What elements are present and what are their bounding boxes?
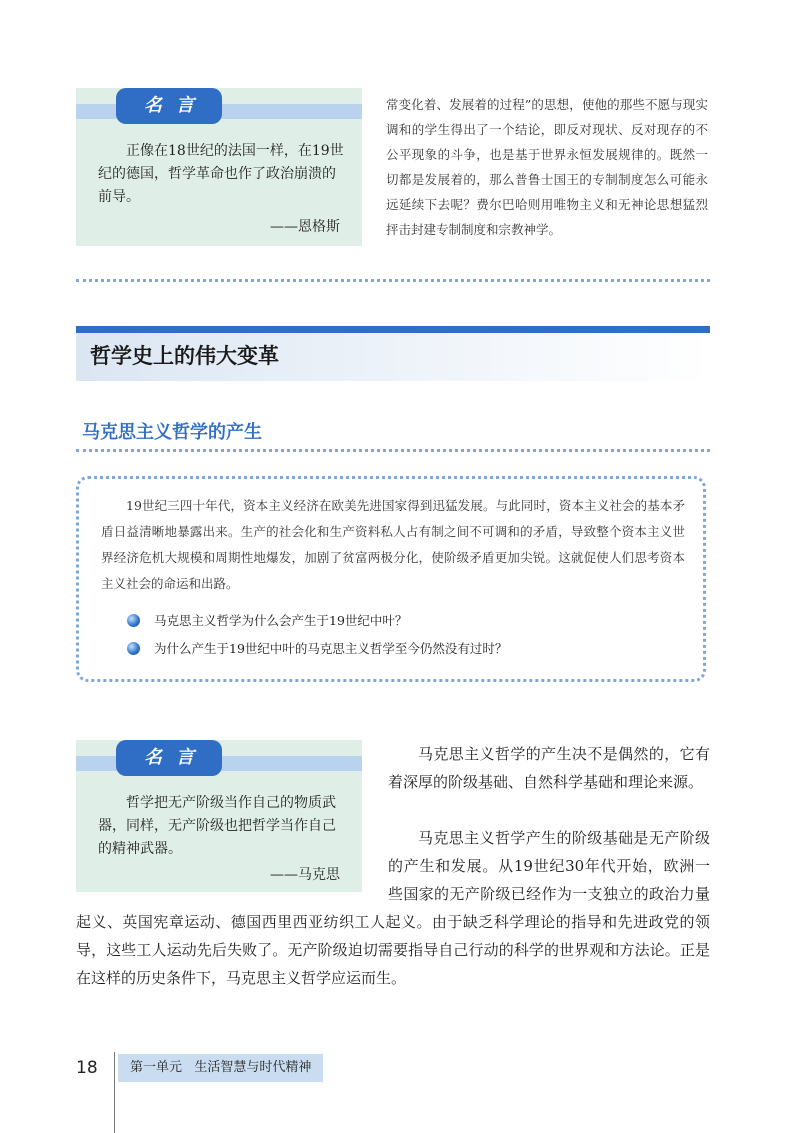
quote-author: ——马克思	[270, 867, 340, 883]
question-item	[127, 611, 407, 629]
intro-text: 19世纪三四十年代，资本主义经济在欧美先进国家得到迅猛发展。与此同时，资本主义社会的基本矛盾日益清晰地暴露出来。生产的社会化和生产资料私人占有制之间不可调和的矛盾，导致整个资本主义世界经济危机大规模和周期性地爆发，加剧了贫富两极分化，使阶级矛盾更加尖锐。这就促使人们思考资本主义社会的命运和出路。	[101, 498, 685, 591]
section-header	[76, 326, 710, 381]
body-paragraph-1: 马克思主义哲学的产生决不是偶然的，它有着深厚的阶级基础、自然科学基础和理论来源。	[388, 745, 710, 791]
quote-box-marx	[76, 740, 362, 892]
quote-text: 哲学把无产阶级当作自己的物质武器，同样，无产阶级也把哲学当作自己的精神武器。	[98, 795, 336, 857]
section-title: 哲学史上的伟大变革	[90, 344, 279, 368]
bullet-icon	[127, 614, 140, 627]
subsection-title: 马克思主义哲学的产生	[82, 422, 262, 443]
quote-box-engels	[76, 88, 362, 246]
top-right-paragraph: 常变化着、发展着的过程”的思想，使他的那些不愿与现实调和的学生得出了一个结论，即反对现状、反对现存的不公平现象的斗争，也是基于世界永恒发展规律的。既然一切都是发展着的，那么普鲁士国王的专制制度怎么可能永远延续下去呢？费尔巴哈则用唯物主义和无神论思想猛烈抨击封建专制制度和宗教神学。	[386, 97, 708, 237]
section-header-strip	[76, 326, 710, 333]
question-item	[127, 639, 507, 657]
dotted-divider	[76, 279, 710, 282]
intro-box	[76, 476, 706, 682]
body-paragraph-2: 马克思主义哲学产生的阶级基础是无产阶级的产生和发展。从19世纪30年代开始，欧洲一些国家的无产阶级已经作为一支独立的政治力量	[388, 829, 710, 903]
question-text: 为什么产生于19世纪中叶的马克思主义哲学至今仍然没有过时？	[154, 641, 508, 656]
bullet-icon	[127, 642, 140, 655]
page-number: 18	[76, 1058, 98, 1078]
footer-rule	[114, 1052, 115, 1133]
unit-title: 第一单元 生活智慧与时代精神	[118, 1054, 323, 1082]
quote-author: ——恩格斯	[270, 219, 340, 235]
quote-text: 正像在18世纪的法国一样，在19世纪的德国，哲学革命也作了政治崩溃的前导。	[98, 143, 344, 205]
quote-label: 名言	[116, 740, 222, 776]
question-text: 马克思主义哲学为什么会产生于19世纪中叶？	[154, 613, 408, 628]
subsection-divider	[76, 449, 710, 452]
page-footer	[76, 1052, 323, 1084]
quote-label: 名言	[116, 88, 222, 124]
body-paragraph-2-continued: 起义、英国宪章运动、德国西里西亚纺织工人起义。由于缺乏科学理论的指导和先进政党的领导，这些工人运动先后失败了。无产阶级迫切需要指导自己行动的科学的世界观和方法论。正是在这样的历史条件下，马克思主义哲学应运而生。	[76, 913, 710, 987]
